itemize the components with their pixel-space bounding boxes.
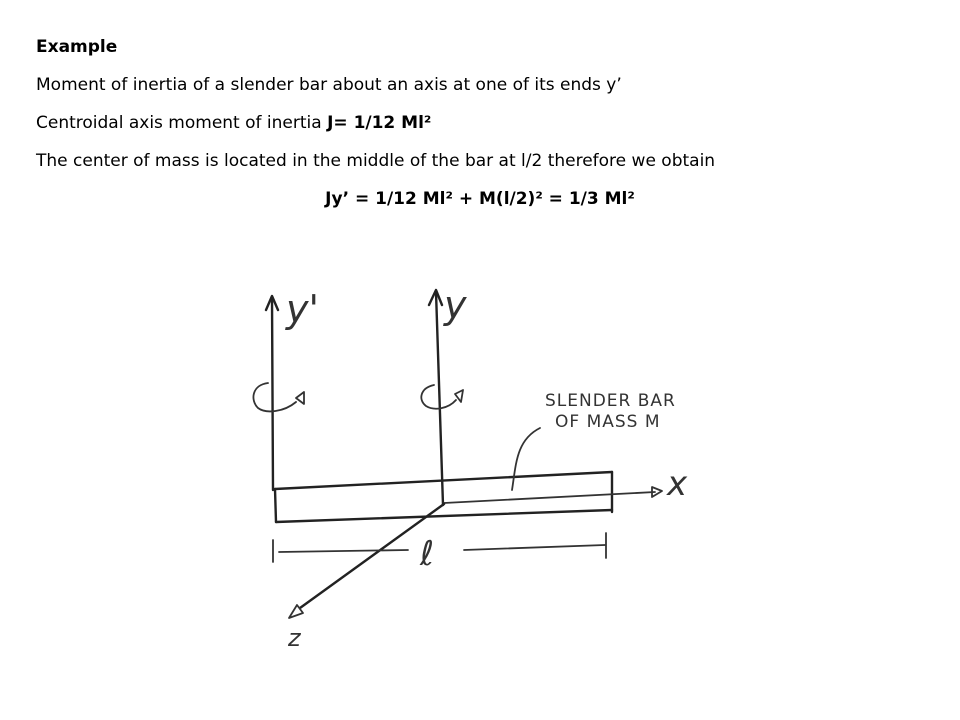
text-line-center-of-mass: The center of mass is located in the middle of the bar at l/2 therefore we obtain (36, 151, 716, 171)
x-label: x (667, 464, 688, 504)
centroidal-text: Centroidal axis moment of inertia (36, 113, 328, 133)
heading: Example (36, 37, 118, 57)
length-dimension (273, 533, 606, 562)
annotation-leader (512, 428, 540, 490)
annotation-line-2: OF MASS M (555, 412, 661, 432)
text-line-moment-of-inertia: Moment of inertia of a slender bar about an axis at one of its ends y’ (36, 75, 622, 95)
centroidal-formula: J= 1/12 Ml² (327, 113, 432, 133)
z-label: z (288, 624, 301, 652)
y-prime-label: y' (286, 287, 319, 331)
y-label: y (444, 283, 467, 327)
result-equation: Jy’ = 1/12 Ml² + M(l/2)² = 1/3 Ml² (325, 189, 635, 209)
annotation-line-1: SLENDER BAR (545, 391, 676, 411)
x-axis (444, 487, 662, 503)
length-label: ℓ (420, 534, 435, 574)
